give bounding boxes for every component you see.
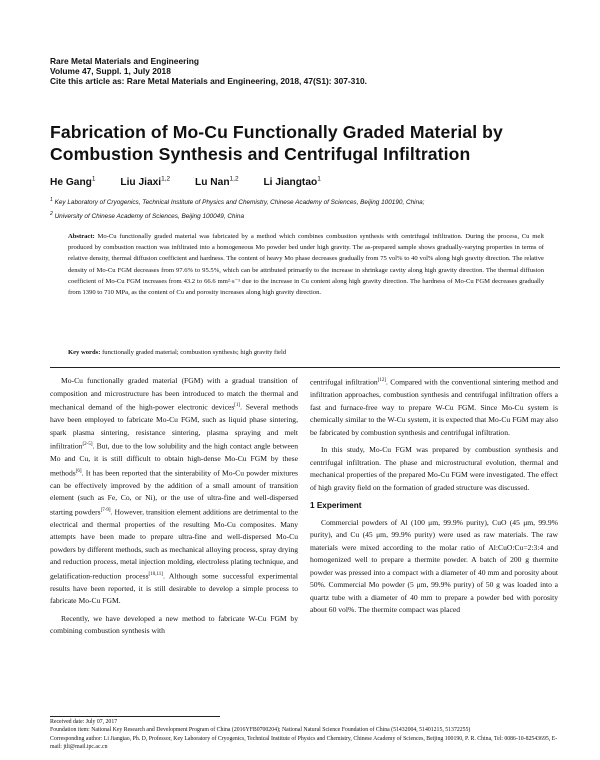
author-list: [50, 174, 560, 189]
affiliations: [50, 195, 560, 222]
journal-name: Rare Metal Materials and Engineering: [50, 56, 199, 66]
body-column-right: [310, 375, 558, 617]
foundation-item: Foundation item: National Key Research and Development Program of China (2016YFB0700204); National Natural Science Foundation of China (51432004, 51401215, 51372255): [50, 727, 471, 734]
journal-header: [50, 56, 367, 86]
corresponding-author: Corresponding author: Li Jiangtao, Ph. D, Professor, Key Laboratory of Cryogenics, Technical Institute of Physics and Chemistry, Chinese Academy of Sciences, Beijing 100190, P. R. China, Tel: 0086-10-82543695, E-mail: jtli@mail.ipc.ac.cn: [50, 735, 558, 750]
keywords-text: functionally graded material; combustion synthesis; high gravity field: [102, 349, 287, 356]
author: He Gang$^1$: [50, 176, 96, 189]
affiliation-1: $^1$ Key Laboratory of Cryogenics, Technical Institute of Physics and Chemistry, Chinese Academy of Sciences, Beijing 100190, China;: [50, 197, 425, 207]
paper-title: Fabrication of Mo-Cu Functionally Graded Material by Combustion Synthesis and Centrifugal Infiltration: [50, 122, 503, 164]
citation-line: Cite this article as: Rare Metal Materials and Engineering, 2018, 47(S1): 307-310.: [50, 76, 367, 86]
paragraph: centrifugal infiltration[12]. Compared with the conventional sintering method and infiltration approaches, combustion synthesis and centrifugal infiltration offers a fast and furnace-free way to prepare W-Cu FGM. Since Mo-Cu system is chemically similar to the W-Cu system, it is expected that Mo-Cu FGM may also be fabricated by combustion synthesis and centrifugal infiltration.: [310, 377, 558, 437]
author: Liu Jiaxi$^{1,2}$: [120, 176, 171, 189]
paragraph: Recently, we have developed a new method to fabricate W-Cu FGM by combining combustion synthesis with: [50, 613, 298, 636]
section-divider: [50, 367, 560, 368]
journal-volume: Volume 47, Suppl. 1, July 2018: [50, 66, 171, 76]
paragraph: Commercial powders of Al (100 μm, 99.9% purity), CuO (45 μm, 99.9% purity), and Cu (45 μm, 99.9% purity) were used as raw materials. The raw materials were mixed according to the molar ratio of Al:CuO:Cu=2:3:4 and homogenized well to prepare a thermite powder. A batch of 200 g thermite powder was pressed into a compact with a diameter of 40 mm and porosity about 50%. Commercial Mo powder (5 μm, 99.9% purity) of 50 g was loaded into a quartz tube with a diameter of 40 mm to prepare a powder bed with porosity about 60 vol%. The thermite compact was placed: [310, 517, 558, 615]
paragraph: In this study, Mo-Cu FGM was prepared by combustion synthesis and centrifugal infiltration. The phase and microstructural evolution, thermal and mechanical properties of the prepared Mo-Cu FGM were investigated. The effect of high gravity field on the formation of graded structure was discussed.: [310, 445, 558, 492]
paragraph: Mo-Cu functionally graded material (FGM) with a gradual transition of composition and microstructure has been introduced to match the thermal and mechanical demand of the high-power electronic devices[1]. Several methods have been employed to fabricate Mo-Cu FGM, such as liquid phase sintering, spark plasma sintering, resistance sintering, plasma spraying and melt infiltration[2-5]. But, due to the low solubility and the high contact angle between Mo and Cu, it is still difficult to obtain high-dense Mo-Cu FGM by these methods[6]. It has been reported that the sinterability of Mo-Cu powder mixtures can be effectively improved by the addition of a small amount of transition element (such as Fe, Co, or Ni), or the use of ultra-fine and well-dispersed starting powders[7-9]. However, transition element additions are detrimental to the electrical and thermal properties of the resulting Mo-Cu composites. Many attempts have been made to prepare ultra-fine and well-dispersed Mo-Cu powders by different methods, such as mechanical alloying process, spray drying and reduction process, metal injection molding, electroless plating technique, and gelatification-reduction process[10,11]. Although some successful experimental results have been reported, it is still desirable to develop a simple process to fabricate Mo-Cu FGM.: [50, 376, 299, 606]
section-heading: 1 Experiment: [310, 501, 362, 511]
keywords-label: Key words:: [68, 349, 101, 356]
keywords: [68, 348, 544, 358]
author: Lu Nan$^{1,2}$: [195, 176, 239, 189]
body-column-left: [50, 375, 298, 638]
abstract-label: Abstract:: [68, 233, 95, 240]
author: Li Jiangtao$^1$: [263, 176, 321, 189]
affiliation-2: $^2$ University of Chinese Academy of Sciences, Beijing 100049, China: [50, 210, 245, 220]
footnote-divider: [50, 716, 220, 717]
received-date: Received date: July 07, 2017: [50, 719, 118, 725]
footnotes: [50, 718, 560, 751]
abstract: [68, 231, 544, 298]
abstract-text: Mo-Cu functionally graded material was fabricated by a method which combines combustion synthesis with centrifugal infiltration. During the process, Cu melt produced by combustion reaction was infiltrated into a homogeneous Mo powder bed under high gravity. The as-prepared sample shows gradually-varying properties in terms of relative density, thermal diffusion coefficient and hardness. The content of heavy Mo phase decreases gradually from 75 vol% to 40 vol% along high gravity direction. The relative density of Mo-Cu FGM decreases from 97.6% to 95.5%, which can be attributed primarily to the increase in shrinkage cavity along high gravity direction. The thermal diffusion coefficient of Mo-Cu FGM increases from 43.2 to 66.6 mm²·s⁻¹ due to the increase in Cu content along high gravity direction. The hardness of Mo-Cu FGM decreases gradually from 1390 to 710 MPa, as the content of Cu and porosity increases along high gravity direction.: [68, 233, 544, 297]
